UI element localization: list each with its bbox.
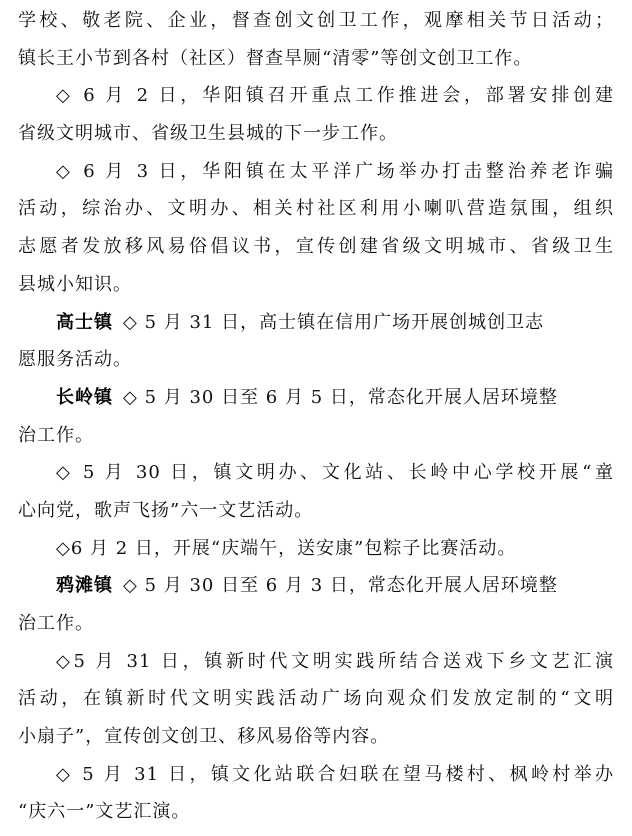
text-line: 学校、敬老院、企业，督查创文创卫工作，观摩相关节日活动； bbox=[18, 10, 614, 31]
text-line: 县城小知识。 bbox=[18, 273, 132, 295]
town-entry-line bbox=[18, 567, 614, 605]
text-line: “庆六一”文艺汇演。 bbox=[18, 801, 191, 823]
text-line: 志愿者发放移风易俗倡议书，宣传创建省级文明城市、省级卫生 bbox=[18, 236, 614, 258]
town-entry-line bbox=[18, 379, 614, 417]
text-line: 愿服务活动。 bbox=[18, 349, 132, 371]
text-line: ◇ 5 月 31 日，镇文化站联合妇联在望马楼村、枫岭村举办 bbox=[56, 763, 614, 785]
text-line: ◇ 6 月 3 日，华阳镇在太平洋广场举办打击整治养老诈骗 bbox=[56, 160, 614, 182]
text-line: 省级文明城市、省级卫生县城的下一步工作。 bbox=[18, 123, 398, 145]
text-segment: ◇ 5 月 30 日至 6 月 5 日，常态化开展人居环境整 bbox=[123, 386, 558, 408]
text-line: ◇ 5 月 30 日，镇文明办、文化站、长岭中心学校开展“童 bbox=[56, 462, 614, 484]
town-entry-line bbox=[18, 304, 614, 342]
text-line: 治工作。 bbox=[18, 613, 94, 634]
text-line: 小扇子”，宣传创文创卫、移风易俗等内容。 bbox=[18, 726, 390, 748]
text-line: ◇ 6 月 2 日，华阳镇召开重点工作推进会，部署安排创建 bbox=[56, 85, 614, 107]
text-line: ◇5 月 31 日，镇新时代文明实践所结合送戏下乡文艺汇演 bbox=[56, 650, 614, 672]
document-page bbox=[18, 2, 614, 831]
town-name: 鸦滩镇 bbox=[56, 575, 113, 597]
text-line: 心向党，歌声飞扬”六一文艺活动。 bbox=[18, 499, 314, 521]
text-line: 活动，在镇新时代文明实践活动广场向观众们发放定制的“文明 bbox=[18, 688, 614, 710]
text-line: 活动，综治办、文明办、相关村社区利用小喇叭营造氛围，组织 bbox=[18, 198, 614, 220]
town-name: 长岭镇 bbox=[56, 386, 113, 408]
text-segment: ◇ 5 月 30 日至 6 月 3 日，常态化开展人居环境整 bbox=[123, 575, 558, 597]
text-line: 治工作。 bbox=[18, 424, 94, 446]
text-line: 镇长王小节到各村（社区）督查旱厕“清零”等创文创卫工作。 bbox=[18, 47, 533, 69]
text-line: ◇6 月 2 日，开展“庆端午，送安康”包粽子比赛活动。 bbox=[56, 537, 517, 559]
town-name: 高士镇 bbox=[56, 311, 113, 333]
text-segment: ◇ 5 月 31 日，高士镇在信用广场开展创城创卫志 bbox=[123, 311, 545, 333]
